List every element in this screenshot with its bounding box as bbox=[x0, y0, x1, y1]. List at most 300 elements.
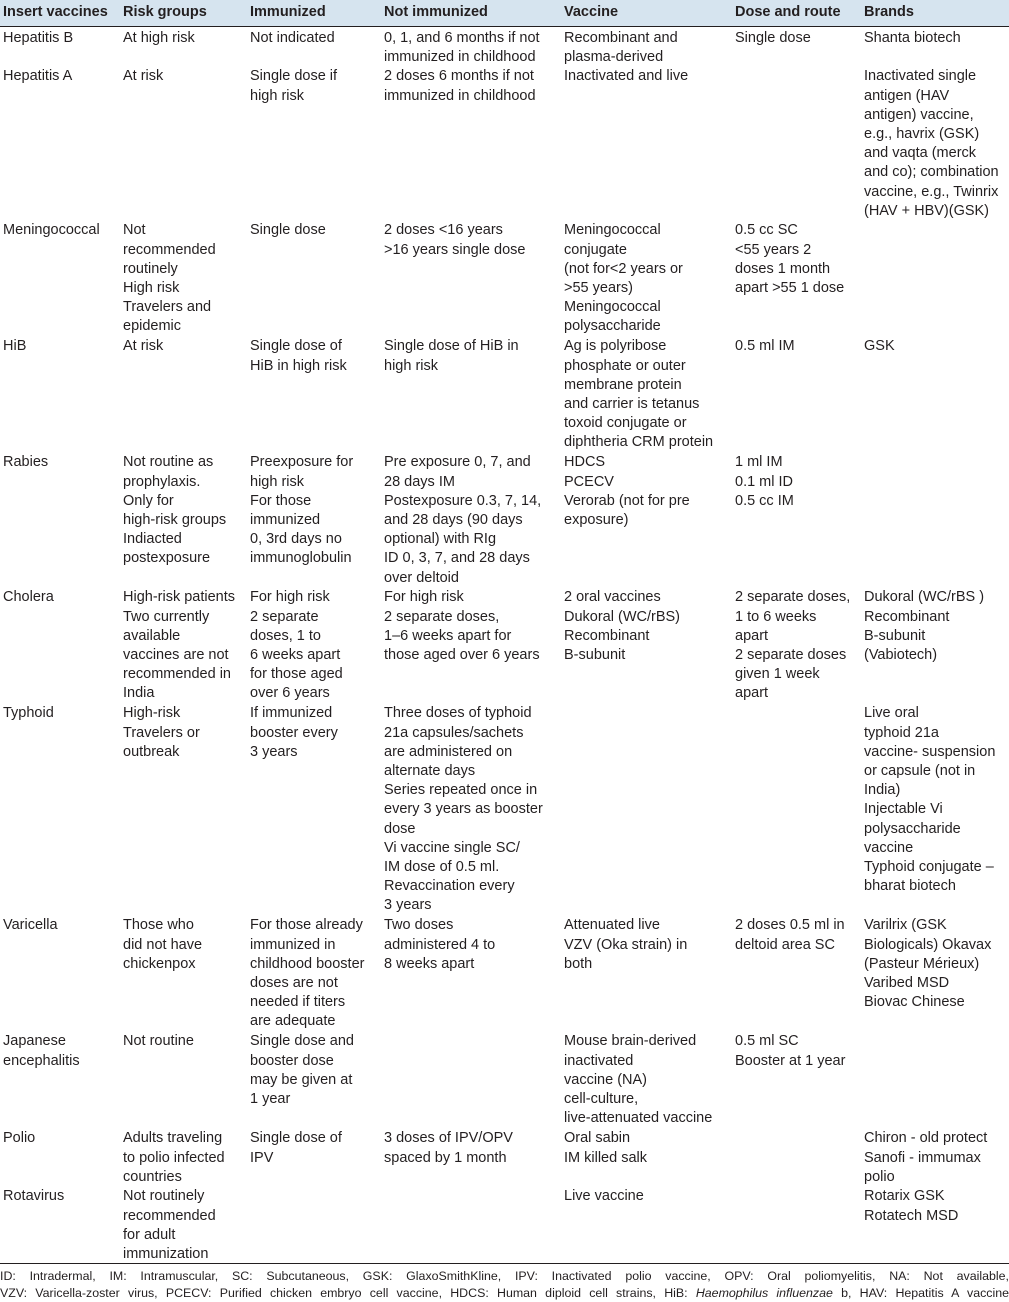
cell-vaccine bbox=[561, 916, 732, 1032]
cell-line: polysaccharide bbox=[864, 820, 961, 837]
cell-line: Biovac Chinese bbox=[864, 994, 965, 1011]
cell-line: given 1 week bbox=[735, 666, 820, 683]
cell-line: doses 1 month bbox=[735, 260, 831, 277]
cell-line: Inactivated single bbox=[864, 68, 977, 85]
cell-immunized bbox=[247, 27, 381, 68]
header-row bbox=[0, 0, 1009, 27]
cell-line: for adult bbox=[123, 1226, 176, 1243]
cell-line: 0.5 ml IM bbox=[735, 338, 795, 355]
cell-immunized bbox=[247, 453, 381, 588]
cell-line: Vi vaccine single SC/ bbox=[384, 839, 520, 856]
cell-line: Pre exposure 0, 7, and bbox=[384, 454, 531, 471]
cell-line: vaccine (NA) bbox=[564, 1071, 647, 1088]
cell-not-immunized bbox=[381, 1129, 561, 1187]
cell-line: Rabies bbox=[3, 454, 49, 471]
cell-line: Two currently bbox=[123, 608, 210, 625]
cell-line: B-subunit bbox=[864, 627, 926, 644]
cell-line: polysaccharide bbox=[564, 318, 661, 335]
cell-line: 21a capsules/sachets bbox=[384, 724, 524, 741]
cell-line: needed if titers bbox=[250, 994, 346, 1011]
cell-line: For those already bbox=[250, 917, 363, 934]
cell-line: >16 years single dose bbox=[384, 241, 526, 258]
footnote-line-2-b: b, HAV: Hepatitis A vaccine bbox=[832, 1286, 1009, 1300]
cell-line: High-risk bbox=[123, 705, 181, 722]
cell-line: doses, 1 to bbox=[250, 627, 321, 644]
cell-line: prophylaxis. bbox=[123, 473, 201, 490]
cell-vaccine bbox=[561, 337, 732, 453]
cell-line: and vaqta (merck bbox=[864, 145, 977, 162]
cell-line: For high risk bbox=[384, 589, 464, 606]
cell-line: High-risk patients bbox=[123, 589, 236, 606]
cell-line: Varicella bbox=[3, 917, 58, 934]
cell-line: HDCS bbox=[564, 454, 606, 471]
cell-line: Meningococcal bbox=[564, 299, 661, 316]
cell-line: immunized in childhood bbox=[384, 49, 536, 66]
cell-not-immunized bbox=[381, 221, 561, 337]
footnote-line-1: ID: Intradermal, IM: Intramuscular, SC: Subcutaneous, GSK: GlaxoSmithKline, IPV: Inactivated polio vaccine, OPV: Oral poliomyelitis, NA: Not available, bbox=[0, 1269, 1009, 1283]
cell-line: over deltoid bbox=[384, 569, 459, 586]
cell-line: high risk bbox=[250, 473, 304, 490]
cell-line: apart bbox=[735, 627, 769, 644]
cell-risk-groups bbox=[120, 1032, 247, 1129]
cell-line: encephalitis bbox=[3, 1052, 80, 1069]
cell-line: Oral sabin bbox=[564, 1130, 631, 1147]
cell-line: Revaccination every bbox=[384, 878, 515, 895]
cell-line: 2 separate doses, bbox=[384, 608, 500, 625]
cell-line: Preexposure for bbox=[250, 454, 354, 471]
cell-line: B-subunit bbox=[564, 647, 626, 664]
cell-line: immunization bbox=[123, 1246, 209, 1263]
cell-line: diphtheria CRM protein bbox=[564, 434, 714, 451]
cell-line: Recombinant and bbox=[564, 30, 678, 46]
cell-line: IM dose of 0.5 ml. bbox=[384, 859, 500, 876]
cell-not-immunized bbox=[381, 67, 561, 221]
cell-line: 0.5 cc IM bbox=[735, 492, 794, 509]
cell-line: vaccine bbox=[864, 839, 914, 856]
cell-line: Meningococcal bbox=[3, 222, 100, 239]
cell-line: Single dose of bbox=[250, 338, 342, 355]
col-header-brands: Brands bbox=[861, 0, 1009, 27]
cell-vaccine bbox=[561, 221, 732, 337]
cell-line: e.g., havrix (GSK) bbox=[864, 126, 980, 143]
cell-line: outbreak bbox=[123, 743, 180, 760]
table-row-varicella bbox=[0, 916, 1009, 1032]
cell-insert-vaccine bbox=[0, 1129, 120, 1187]
cell-line: administered 4 to bbox=[384, 936, 496, 953]
cell-line: Sanofi - immumax bbox=[864, 1149, 981, 1166]
cell-brands bbox=[861, 27, 1009, 68]
cell-line: to polio infected bbox=[123, 1149, 225, 1166]
cell-line: vaccine- suspension bbox=[864, 743, 996, 760]
cell-line: dose bbox=[384, 820, 416, 837]
cell-line: 1 to 6 weeks bbox=[735, 608, 817, 625]
cell-line: live-attenuated vaccine bbox=[564, 1110, 713, 1127]
cell-line: Rotavirus bbox=[3, 1188, 65, 1205]
cell-line: plasma-derived bbox=[564, 49, 664, 66]
cell-line: Hepatitis A bbox=[3, 68, 73, 85]
col-header-immunized: Immunized bbox=[247, 0, 381, 27]
cell-line: Adults traveling bbox=[123, 1130, 223, 1147]
cell-vaccine bbox=[561, 453, 732, 588]
cell-line: Recombinant bbox=[864, 608, 950, 625]
cell-line: high risk bbox=[250, 87, 304, 104]
cell-brands bbox=[861, 1187, 1009, 1264]
cell-vaccine bbox=[561, 1129, 732, 1187]
cell-line: Attenuated live bbox=[564, 917, 660, 934]
footnote-line-2-a: VZV: Varicella-zoster virus, PCECV: Purified chicken embryo cell vaccine, HDCS: Human diploid cell strains, HiB: bbox=[0, 1286, 696, 1300]
cell-line: and carrier is tetanus bbox=[564, 396, 700, 413]
cell-line: Travelers and bbox=[123, 299, 212, 316]
cell-line: antigen (HAV bbox=[864, 87, 950, 104]
cell-risk-groups bbox=[120, 221, 247, 337]
cell-line: Chiron - old protect bbox=[864, 1130, 988, 1147]
cell-line: 0, 3rd days no bbox=[250, 531, 342, 548]
cell-vaccine bbox=[561, 27, 732, 68]
cell-immunized bbox=[247, 588, 381, 704]
cell-line: 1–6 weeks apart for bbox=[384, 627, 512, 644]
cell-risk-groups bbox=[120, 453, 247, 588]
cell-line: Not bbox=[123, 222, 146, 239]
cell-line: epidemic bbox=[123, 318, 182, 335]
cell-line: recommended bbox=[123, 1207, 216, 1224]
table-row-rabies bbox=[0, 453, 1009, 588]
cell-risk-groups bbox=[120, 27, 247, 68]
cell-line: Single dose bbox=[735, 30, 811, 46]
cell-brands bbox=[861, 704, 1009, 916]
cell-vaccine bbox=[561, 704, 732, 916]
cell-line: Varibed MSD bbox=[864, 975, 950, 992]
cell-immunized bbox=[247, 1129, 381, 1187]
cell-line: optional) with RIg bbox=[384, 531, 497, 548]
cell-line: vaccine, e.g., Twinrix bbox=[864, 183, 999, 200]
cell-line: Single dose of bbox=[250, 1130, 342, 1147]
cell-line: 2 doses <16 years bbox=[384, 222, 503, 239]
table-body bbox=[0, 27, 1009, 1265]
footnote bbox=[0, 1263, 1009, 1302]
footnote-line-2 bbox=[0, 1285, 1009, 1302]
cell-line: Postexposure 0.3, 7, 14, bbox=[384, 492, 542, 509]
cell-line: Only for bbox=[123, 492, 174, 509]
cell-line: antigen) vaccine, bbox=[864, 106, 974, 123]
cell-dose-and-route bbox=[732, 27, 861, 68]
cell-immunized bbox=[247, 704, 381, 916]
cell-risk-groups bbox=[120, 67, 247, 221]
cell-line: doses are not bbox=[250, 975, 338, 992]
table-row-hepatitis-b bbox=[0, 27, 1009, 68]
cell-insert-vaccine bbox=[0, 588, 120, 704]
cell-line: Rotarix GSK bbox=[864, 1188, 945, 1205]
cell-risk-groups bbox=[120, 1187, 247, 1264]
cell-brands bbox=[861, 221, 1009, 337]
cell-not-immunized bbox=[381, 337, 561, 453]
cell-line: immunized in childhood bbox=[384, 87, 536, 104]
table-row-cholera bbox=[0, 588, 1009, 704]
cell-line: HiB in high risk bbox=[250, 357, 347, 374]
cell-immunized bbox=[247, 1032, 381, 1129]
cell-immunized bbox=[247, 337, 381, 453]
cell-line: Not routinely bbox=[123, 1188, 205, 1205]
cell-line: Single dose if bbox=[250, 68, 338, 85]
cell-line: Two doses bbox=[384, 917, 454, 934]
col-header-dose-and-route: Dose and route bbox=[732, 0, 861, 27]
cell-line: Inactivated and live bbox=[564, 68, 689, 85]
cell-line: 8 weeks apart bbox=[384, 955, 475, 972]
cell-line: routinely bbox=[123, 260, 178, 277]
col-header-insert-vaccines: Insert vaccines bbox=[0, 0, 120, 27]
table-row-typhoid bbox=[0, 704, 1009, 916]
cell-dose-and-route bbox=[732, 453, 861, 588]
cell-line: IM killed salk bbox=[564, 1149, 647, 1166]
cell-line: Varilrix (GSK bbox=[864, 917, 947, 934]
cell-line: HiB bbox=[3, 338, 27, 355]
cell-line: 2 doses 0.5 ml in bbox=[735, 917, 845, 934]
cell-line: >55 years) bbox=[564, 280, 633, 297]
cell-line: Mouse brain-derived bbox=[564, 1033, 697, 1050]
cell-dose-and-route bbox=[732, 221, 861, 337]
cell-immunized bbox=[247, 916, 381, 1032]
cell-line: and co); combination bbox=[864, 164, 999, 181]
cell-insert-vaccine bbox=[0, 1032, 120, 1129]
cell-line: phosphate or outer bbox=[564, 357, 686, 374]
cell-line: 2 oral vaccines bbox=[564, 589, 661, 606]
cell-line: did not have bbox=[123, 936, 203, 953]
cell-line: and 28 days (90 days bbox=[384, 512, 523, 529]
cell-line: Live oral bbox=[864, 705, 919, 722]
cell-line: Rotatech MSD bbox=[864, 1207, 959, 1224]
cell-line: Hepatitis B bbox=[3, 30, 74, 46]
cell-line: Japanese bbox=[3, 1033, 66, 1050]
cell-line: Shanta biotech bbox=[864, 30, 961, 46]
cell-line: 3 years bbox=[384, 897, 432, 914]
cell-line: childhood booster bbox=[250, 955, 365, 972]
cell-line: ID 0, 3, 7, and 28 days bbox=[384, 550, 530, 567]
cell-line: Not routine bbox=[123, 1033, 194, 1050]
cell-not-immunized bbox=[381, 1187, 561, 1264]
cell-line: Booster at 1 year bbox=[735, 1052, 846, 1069]
cell-not-immunized bbox=[381, 704, 561, 916]
cell-not-immunized bbox=[381, 27, 561, 68]
cell-insert-vaccine bbox=[0, 453, 120, 588]
cell-line: For high risk bbox=[250, 589, 330, 606]
cell-line: Single dose bbox=[250, 222, 326, 239]
cell-risk-groups bbox=[120, 704, 247, 916]
cell-line: apart bbox=[735, 685, 769, 702]
cell-line: (Pasteur Mérieux) bbox=[864, 955, 980, 972]
cell-line: (Vabiotech) bbox=[864, 647, 938, 664]
cell-line: 0.1 ml ID bbox=[735, 473, 794, 490]
col-header-vaccine: Vaccine bbox=[561, 0, 732, 27]
cell-line: Ag is polyribose bbox=[564, 338, 667, 355]
cell-line: At risk bbox=[123, 338, 164, 355]
cell-dose-and-route bbox=[732, 67, 861, 221]
cell-line: High risk bbox=[123, 280, 180, 297]
cell-line: 0, 1, and 6 months if not bbox=[384, 30, 540, 46]
cell-line: PCECV bbox=[564, 473, 614, 490]
cell-line: available bbox=[123, 627, 181, 644]
cell-dose-and-route bbox=[732, 337, 861, 453]
cell-immunized bbox=[247, 221, 381, 337]
cell-line: immunized in bbox=[250, 936, 336, 953]
cell-immunized bbox=[247, 1187, 381, 1264]
cell-line: 2 separate doses, bbox=[735, 589, 851, 606]
cell-line: are adequate bbox=[250, 1013, 336, 1030]
cell-brands bbox=[861, 337, 1009, 453]
cell-line: At risk bbox=[123, 68, 164, 85]
cell-line: Three doses of typhoid bbox=[384, 705, 532, 722]
cell-line: Those who bbox=[123, 917, 194, 934]
cell-line: for those aged bbox=[250, 666, 343, 683]
cell-line: alternate days bbox=[384, 763, 476, 780]
cell-not-immunized bbox=[381, 453, 561, 588]
cell-dose-and-route bbox=[732, 588, 861, 704]
cell-vaccine bbox=[561, 67, 732, 221]
table-row-hib bbox=[0, 337, 1009, 453]
cell-line: 0.5 ml SC bbox=[735, 1033, 799, 1050]
cell-line: spaced by 1 month bbox=[384, 1149, 507, 1166]
cell-insert-vaccine bbox=[0, 67, 120, 221]
cell-line: toxoid conjugate or bbox=[564, 415, 687, 432]
cell-line: Typhoid conjugate – bbox=[864, 859, 994, 876]
cell-line: 3 years bbox=[250, 743, 298, 760]
cell-insert-vaccine bbox=[0, 1187, 120, 1264]
cell-line: chickenpox bbox=[123, 955, 196, 972]
cell-dose-and-route bbox=[732, 1129, 861, 1187]
cell-line: 1 ml IM bbox=[735, 454, 783, 471]
cell-line: Series repeated once in bbox=[384, 782, 538, 799]
cell-line: Biologicals) Okavax bbox=[864, 936, 992, 953]
cell-not-immunized bbox=[381, 588, 561, 704]
cell-insert-vaccine bbox=[0, 337, 120, 453]
cell-line: 6 weeks apart bbox=[250, 647, 341, 664]
cell-brands bbox=[861, 1032, 1009, 1129]
cell-line: every 3 years as booster bbox=[384, 801, 543, 818]
cell-line: countries bbox=[123, 1168, 182, 1185]
table-row-rotavirus bbox=[0, 1187, 1009, 1264]
cell-insert-vaccine bbox=[0, 916, 120, 1032]
cell-vaccine bbox=[561, 1187, 732, 1264]
cell-line: (not for<2 years or bbox=[564, 260, 683, 277]
cell-line: 2 separate doses bbox=[735, 647, 847, 664]
cell-line: recommended in bbox=[123, 666, 231, 683]
cell-line: vaccines are not bbox=[123, 647, 229, 664]
cell-line: booster every bbox=[250, 724, 338, 741]
cell-line: <55 years 2 bbox=[735, 241, 812, 258]
table-row-japanese-encephalitis bbox=[0, 1032, 1009, 1129]
cell-line: or capsule (not in bbox=[864, 763, 976, 780]
cell-line: 2 doses 6 months if not bbox=[384, 68, 534, 85]
cell-line: GSK bbox=[864, 338, 895, 355]
cell-line: VZV (Oka strain) in bbox=[564, 936, 688, 953]
col-header-risk-groups: Risk groups bbox=[120, 0, 247, 27]
cell-line: membrane protein bbox=[564, 376, 682, 393]
cell-line: At high risk bbox=[123, 30, 195, 46]
cell-line: Verorab (not for pre bbox=[564, 492, 690, 509]
cell-line: Recombinant bbox=[564, 627, 650, 644]
cell-line: recommended bbox=[123, 241, 216, 258]
cell-line: 3 doses of IPV/OPV bbox=[384, 1130, 513, 1147]
cell-line: Cholera bbox=[3, 589, 54, 606]
cell-line: cell-culture, bbox=[564, 1091, 639, 1108]
cell-line: those aged over 6 years bbox=[384, 647, 540, 664]
cell-not-immunized bbox=[381, 916, 561, 1032]
cell-line: Single dose of HiB in bbox=[384, 338, 519, 355]
cell-line: polio bbox=[864, 1168, 895, 1185]
cell-line: 1 year bbox=[250, 1091, 291, 1108]
cell-dose-and-route bbox=[732, 1187, 861, 1264]
cell-line: 0.5 cc SC bbox=[735, 222, 798, 239]
cell-line: are administered on bbox=[384, 743, 513, 760]
cell-insert-vaccine bbox=[0, 704, 120, 916]
table-row-polio bbox=[0, 1129, 1009, 1187]
cell-dose-and-route bbox=[732, 916, 861, 1032]
cell-line: IPV bbox=[250, 1149, 274, 1166]
cell-line: Typhoid bbox=[3, 705, 54, 722]
cell-line: postexposure bbox=[123, 550, 211, 567]
cell-immunized bbox=[247, 67, 381, 221]
table-row-meningococcal bbox=[0, 221, 1009, 337]
cell-risk-groups bbox=[120, 1129, 247, 1187]
cell-brands bbox=[861, 1129, 1009, 1187]
cell-risk-groups bbox=[120, 588, 247, 704]
cell-line: booster dose bbox=[250, 1052, 334, 1069]
cell-vaccine bbox=[561, 588, 732, 704]
cell-brands bbox=[861, 916, 1009, 1032]
cell-line: Dukoral (WC/rBS) bbox=[564, 608, 681, 625]
table-row-hepatitis-a bbox=[0, 67, 1009, 221]
cell-line: Indiacted bbox=[123, 531, 182, 548]
cell-line: conjugate bbox=[564, 241, 627, 258]
cell-line: deltoid area SC bbox=[735, 936, 835, 953]
cell-line: immunized bbox=[250, 512, 321, 529]
cell-line: Injectable Vi bbox=[864, 801, 943, 818]
cell-line: India) bbox=[864, 782, 901, 799]
cell-brands bbox=[861, 588, 1009, 704]
cell-dose-and-route bbox=[732, 704, 861, 916]
cell-line: high risk bbox=[384, 357, 438, 374]
cell-line: 28 days IM bbox=[384, 473, 455, 490]
cell-brands bbox=[861, 67, 1009, 221]
cell-line: over 6 years bbox=[250, 685, 330, 702]
cell-vaccine bbox=[561, 1032, 732, 1129]
cell-not-immunized bbox=[381, 1032, 561, 1129]
cell-dose-and-route bbox=[732, 1032, 861, 1129]
cell-line: Not routine as bbox=[123, 454, 214, 471]
cell-line: exposure) bbox=[564, 512, 629, 529]
cell-line: inactivated bbox=[564, 1052, 634, 1069]
cell-line: typhoid 21a bbox=[864, 724, 939, 741]
cell-risk-groups bbox=[120, 337, 247, 453]
cell-line: Single dose and bbox=[250, 1033, 354, 1050]
col-header-not-immunized: Not immunized bbox=[381, 0, 561, 27]
cell-insert-vaccine bbox=[0, 221, 120, 337]
cell-line: immunoglobulin bbox=[250, 550, 352, 567]
cell-line: If immunized bbox=[250, 705, 333, 722]
cell-line: Live vaccine bbox=[564, 1188, 644, 1205]
cell-line: Not indicated bbox=[250, 30, 335, 46]
cell-line: may be given at bbox=[250, 1071, 353, 1088]
cell-line: India bbox=[123, 685, 155, 702]
cell-line: Dukoral (WC/rBS ) bbox=[864, 589, 985, 606]
cell-line: Meningococcal bbox=[564, 222, 661, 239]
cell-line: Polio bbox=[3, 1130, 36, 1147]
cell-line: For those bbox=[250, 492, 312, 509]
cell-insert-vaccine bbox=[0, 27, 120, 68]
cell-brands bbox=[861, 453, 1009, 588]
cell-line: apart >55 1 dose bbox=[735, 280, 845, 297]
cell-line: high-risk groups bbox=[123, 512, 227, 529]
cell-line: Travelers or bbox=[123, 724, 200, 741]
cell-line: (HAV + HBV)(GSK) bbox=[864, 202, 990, 219]
